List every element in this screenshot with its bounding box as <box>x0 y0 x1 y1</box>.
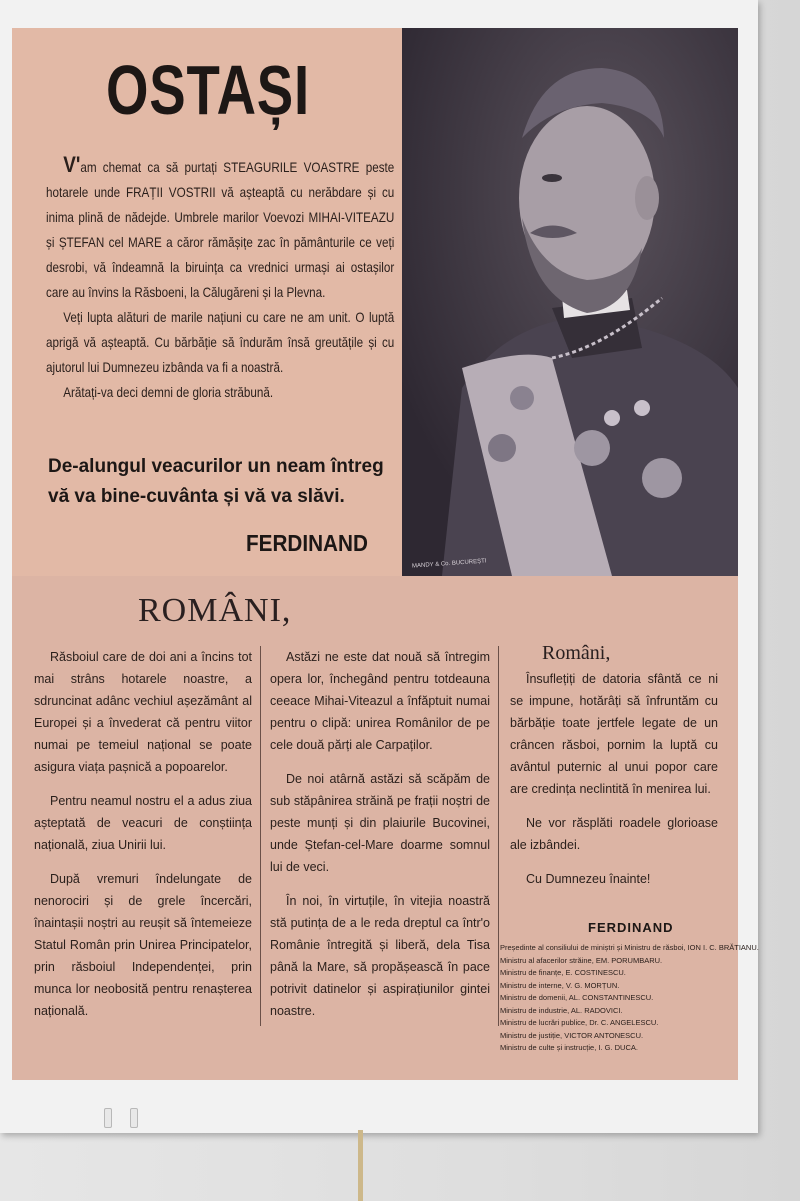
column-paragraph: Răsboiul care de doi ani a încins tot mai strâns hotarele noastre, a sdruncinat adânc vechiul așezământ al Europei și a învederat că pentru viitor numai pe temeiul național se poate asigura viața pașnică a popoarelor. <box>34 650 252 774</box>
column-paragraph: De noi atârnă astăzi să scăpăm de sub stăpânirea străină pe frații noștri de peste munți și din plaiurile Bucovinei, unde Ștefan-cel-Mare doarme somnul lui de veci. <box>270 772 490 874</box>
romani-heading: ROMÂNI, <box>138 592 292 629</box>
column-paragraph: Astăzi ne este dat nouă să întregim opera lor, închegând pentru totdeauna ceeace Mihai-Viteazul a înfăptuit numai pentru o clipă: unirea Românilor de pe cele două părți ale Carpaților. <box>270 650 490 752</box>
proclamation-closing: De-alungul veacurilor un neam întreg vă va bine-cuvânta și vă va slăvi. <box>48 456 384 507</box>
minister-line: Ministru de domenii, AL. CONSTANTINESCU. <box>500 993 654 1002</box>
column-paragraph: Pentru neamul nostru el a adus ziua așteptată de veacuri de conștiința națională, ziua Unirii lui. <box>34 794 252 852</box>
signature-top: FERDINAND <box>246 530 368 556</box>
minister-line: Ministru al afacerilor străine, EM. PORUMBARU. <box>500 955 663 965</box>
minister-line: Președinte al consiliului de miniștri și Ministru de răsboi, ION I. C. BRĂTIANU. <box>500 943 759 952</box>
column-2 <box>270 646 490 1034</box>
king-portrait-photo <box>402 28 738 576</box>
minister-line: Ministru de industrie, AL. RADOVICI. <box>500 1005 623 1015</box>
photographer-mark: MANDY & Co. BUCUREȘTI <box>411 558 487 570</box>
minister-line: Ministru de lucrări publice, Dr. C. ANGELESCU. <box>500 1018 659 1027</box>
board-clip <box>130 1108 138 1128</box>
board-clip <box>104 1108 112 1128</box>
romani-subheading: Români, <box>542 642 611 664</box>
minister-line: Ministru de culte și instrucție, I. G. DUCA. <box>500 1043 638 1052</box>
signature-bottom: FERDINAND <box>588 920 674 935</box>
portrait-illustration <box>402 28 738 576</box>
column-1 <box>34 646 252 1034</box>
romani-panel <box>12 576 759 1080</box>
proclamation-paragraph: V'am chemat ca să purtați STEAGURILE VOASTRE peste hotarele unde FRAȚII VOSTRII vă așteaptă cu nerăbdare și cu inima plină de nădejde. Umbrele marilor Voevozi MIHAI-VITEAZU și ȘTEFAN cel MARE a căror rămășițe zac în pământurile ce veți desrobi, vă îndeamnă la biruința ca vrednici urmași ai ostașilor care au învins la Răsboeni, la Călugăreni și la Plevna. <box>46 152 395 300</box>
column-3 <box>510 668 718 902</box>
column-paragraph: După vremuri îndelungate de nenorociri și de grele încercări, înaintașii noștri au reușit să întemeieze Statul Român prin Unirea Principatelor, prin răsboiul Independenței, prin munca lor neobosită pentru renașterea națională. <box>34 872 252 1018</box>
poster <box>12 28 759 1080</box>
minister-line: Ministru de interne, V. G. MORȚUN. <box>500 980 620 990</box>
proclamation-panel <box>12 28 404 576</box>
column-divider <box>260 646 261 1026</box>
minister-line: Ministru de finanțe, E. COSTINESCU. <box>500 968 626 977</box>
column-paragraph: Însuflețiți de datoria sfântă ce ni se impune, hotărâți să înfruntăm cu bărbăție toate jertfele legate de un crâncen răsboi, pornim la luptă cu avântul puternic al unui popor care are credința neclintită în menirea lui. <box>510 672 718 796</box>
column-divider <box>498 646 499 1026</box>
hanging-cord <box>358 1130 363 1201</box>
column-paragraph: În noi, în virtuțile, în vitejia noastră stă putința de a le reda dreptul ca într'o Românie întregită și liberă, dela Tisa până la Mare, să propășească în pace potrivit datinelor și aspirațiunilor gintei noastre. <box>270 894 490 1018</box>
proclamation-paragraph: Veți lupta alături de marile națiuni cu care ne am unit. O luptă aprigă vă așteaptă. Cu bărbăție să îndurăm însă greutățile și cu ajutorul lui Dumnezeu izbânda va fi a noastră. <box>46 310 395 375</box>
ministers-list <box>500 942 759 1055</box>
poster-title: OSTAȘI <box>106 51 310 129</box>
minister-line: Ministru de justiție, VICTOR ANTONESCU. <box>500 1030 644 1040</box>
column-paragraph: Ne vor răsplăti roadele glorioase ale izbândei. <box>510 816 718 852</box>
proclamation-text <box>46 152 394 405</box>
column-paragraph: Cu Dumnezeu înainte! <box>526 872 651 886</box>
proclamation-paragraph: Arătați-va deci demni de gloria străbună. <box>63 385 274 400</box>
